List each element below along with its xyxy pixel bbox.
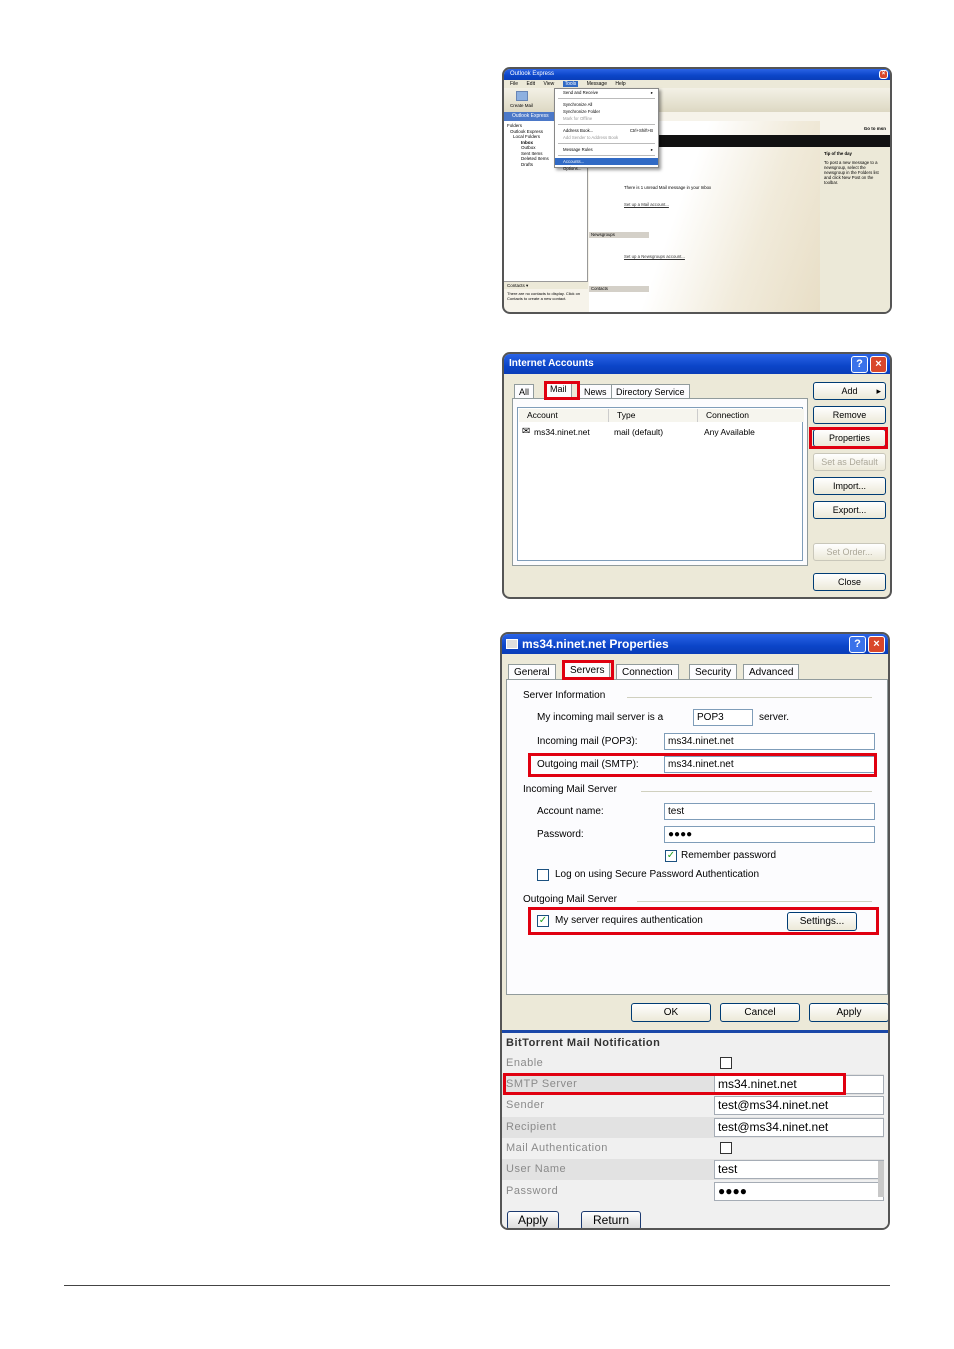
accounts-tab-panel bbox=[512, 398, 808, 566]
bittorrent-header: BitTorrent Mail Notification bbox=[506, 1037, 661, 1049]
tab-connection[interactable]: Connection bbox=[616, 664, 679, 680]
smtp-server-field[interactable]: ms34.ninet.net bbox=[714, 1075, 884, 1094]
tab-security[interactable]: Security bbox=[689, 664, 737, 680]
tab-general[interactable]: General bbox=[508, 664, 556, 680]
add-button[interactable]: Add ▸ bbox=[813, 382, 886, 400]
password-field[interactable]: ●●●● bbox=[664, 826, 875, 843]
incoming-mail-field[interactable]: ms34.ninet.net bbox=[664, 733, 875, 750]
menu-help[interactable]: Help bbox=[615, 81, 626, 87]
menu-tools[interactable]: Tools bbox=[564, 81, 577, 87]
cancel-button[interactable]: Cancel bbox=[720, 1003, 800, 1022]
tab-servers[interactable]: Servers bbox=[564, 662, 610, 680]
outlook-menubar bbox=[504, 80, 890, 88]
highlight-outgoing-mail bbox=[528, 753, 877, 777]
highlight-smtp-server bbox=[503, 1073, 846, 1095]
sender-field[interactable]: test@ms34.ninet.net bbox=[714, 1096, 884, 1115]
remember-password-checkbox[interactable]: ✓ bbox=[666, 850, 676, 861]
unread-mail-text: There is 1 unread Mail message in your Inbox bbox=[624, 185, 712, 190]
column-type[interactable]: Type bbox=[609, 409, 698, 422]
account-connection-cell: Any Available bbox=[704, 427, 755, 437]
highlight-mail-tab bbox=[544, 381, 580, 400]
mail-account-icon: ✉ bbox=[522, 426, 531, 437]
username-label: User Name bbox=[506, 1163, 567, 1175]
close-button[interactable]: Close bbox=[813, 573, 886, 591]
sender-label: Sender bbox=[506, 1099, 545, 1111]
setup-mail-link[interactable]: Set up a Mail account... bbox=[624, 202, 669, 207]
bt-apply-button[interactable]: Apply bbox=[507, 1211, 559, 1230]
account-name-field[interactable]: test bbox=[664, 803, 875, 820]
menu-item-options[interactable]: Options... bbox=[563, 166, 582, 171]
folder-item[interactable]: Outlook Express bbox=[510, 128, 544, 134]
menu-message[interactable]: Message bbox=[586, 81, 607, 87]
folder-item[interactable]: Outbox bbox=[521, 145, 536, 150]
sender-row bbox=[502, 1095, 884, 1116]
close-icon[interactable]: × bbox=[879, 70, 888, 79]
goto-msn[interactable]: Go to msn bbox=[863, 126, 886, 131]
folder-item[interactable]: Local Folders bbox=[513, 134, 541, 139]
accounts-title: Internet Accounts bbox=[504, 354, 890, 374]
contacts-section: Contacts bbox=[589, 286, 649, 292]
folder-item[interactable]: Sent Items bbox=[521, 150, 543, 156]
mail-auth-row bbox=[502, 1138, 884, 1159]
incoming-type-field: POP3 bbox=[693, 709, 753, 726]
username-row bbox=[502, 1159, 884, 1180]
incoming-type-label: My incoming mail server is a bbox=[537, 712, 664, 723]
help-icon[interactable]: ? bbox=[851, 356, 868, 373]
requires-auth-label: My server requires authentication bbox=[555, 915, 703, 926]
remove-button[interactable]: Remove bbox=[813, 406, 886, 424]
recipient-label: Recipient bbox=[506, 1121, 557, 1133]
menu-edit[interactable]: Edit bbox=[526, 81, 536, 87]
highlight-requires-auth bbox=[528, 907, 879, 935]
account-name-label: Account name: bbox=[537, 806, 604, 817]
menu-item-add-sender: Add Sender to Address Book bbox=[563, 135, 619, 140]
group-divider bbox=[627, 697, 872, 698]
close-icon[interactable]: × bbox=[870, 356, 887, 373]
password-label: Password bbox=[506, 1185, 559, 1197]
recipient-field[interactable]: test@ms34.ninet.net bbox=[714, 1118, 884, 1137]
folder-item[interactable]: Drafts bbox=[521, 161, 534, 167]
page-footer-rule bbox=[64, 1285, 890, 1286]
contacts-bar[interactable]: Contacts ▾ bbox=[504, 281, 588, 289]
group-divider bbox=[641, 791, 872, 792]
menu-item-send-receive[interactable]: Send and Receive ▸ bbox=[563, 90, 653, 95]
mail-account-icon bbox=[506, 639, 518, 649]
tab-all[interactable]: All bbox=[514, 384, 534, 399]
menu-divider bbox=[558, 98, 655, 99]
tip-text: To post a new message to a newsgroup, select the newsgroup in the Folders list and click New Post on the toolbar. bbox=[824, 160, 879, 185]
enable-row bbox=[502, 1053, 884, 1074]
mail-auth-label: Mail Authentication bbox=[506, 1142, 608, 1154]
remember-password-label: Remember password bbox=[681, 850, 777, 861]
outlook-express-screenshot bbox=[502, 67, 892, 314]
close-icon[interactable]: × bbox=[868, 636, 885, 653]
import-button[interactable]: Import... bbox=[813, 477, 886, 495]
incoming-type-suffix: server. bbox=[759, 712, 790, 723]
apply-button[interactable]: Apply bbox=[809, 1003, 889, 1022]
spa-label: Log on using Secure Password Authentication bbox=[555, 869, 760, 880]
menu-view[interactable]: View bbox=[543, 81, 555, 87]
account-name-cell[interactable]: ms34.ninet.net bbox=[534, 427, 590, 437]
menu-item-mark-offline: Mark for Offline bbox=[563, 116, 593, 121]
password-label: Password: bbox=[537, 829, 584, 840]
servers-tab-panel bbox=[506, 679, 888, 995]
menu-file[interactable]: File bbox=[510, 81, 519, 87]
password-field[interactable]: ●●●● bbox=[714, 1182, 884, 1201]
menu-divider bbox=[558, 155, 655, 156]
properties-button[interactable]: Properties bbox=[813, 429, 886, 447]
menu-divider bbox=[558, 143, 655, 144]
folder-item[interactable]: Deleted Items bbox=[521, 156, 549, 161]
column-account[interactable]: Account bbox=[519, 409, 609, 422]
incoming-server-group-label: Incoming Mail Server bbox=[523, 784, 617, 795]
newsgroups-section: Newsgroups bbox=[589, 232, 649, 238]
account-properties-screenshot bbox=[500, 632, 890, 1230]
settings-button[interactable]: Settings... bbox=[787, 912, 857, 931]
mail-auth-checkbox[interactable] bbox=[720, 1142, 732, 1154]
accounts-list bbox=[517, 407, 803, 561]
tab-directory-service[interactable]: Directory Service bbox=[611, 384, 690, 399]
bt-return-button[interactable]: Return bbox=[581, 1211, 641, 1230]
spa-checkbox[interactable] bbox=[537, 869, 549, 881]
menu-item-address-book[interactable]: Address Book... Ctrl+Shift+B bbox=[563, 128, 653, 133]
highlight-properties-button bbox=[809, 427, 888, 449]
create-mail-label[interactable]: Create Mail bbox=[510, 103, 534, 108]
smtp-server-label: SMTP Server bbox=[506, 1078, 578, 1090]
create-mail-icon[interactable] bbox=[516, 91, 528, 101]
enable-label: Enable bbox=[506, 1057, 544, 1069]
recipient-row bbox=[502, 1117, 884, 1138]
outgoing-mail-field[interactable]: ms34.ninet.net bbox=[664, 756, 875, 773]
internet-accounts-screenshot bbox=[502, 352, 892, 599]
highlight-servers-tab bbox=[562, 660, 614, 680]
scrollbar[interactable] bbox=[878, 1161, 884, 1197]
set-order-button: Set Order... bbox=[813, 543, 886, 561]
menu-divider bbox=[558, 124, 655, 125]
setup-news-link[interactable]: Set up a Newsgroups account... bbox=[624, 254, 685, 259]
outlook-title: Outlook Express bbox=[504, 69, 890, 80]
incoming-mail-label: Incoming mail (POP3): bbox=[537, 736, 638, 747]
tip-title: Tip of the day bbox=[824, 151, 852, 156]
server-info-group-label: Server Information bbox=[523, 690, 606, 701]
account-type-cell: mail (default) bbox=[614, 427, 664, 437]
menu-item-sync-all[interactable]: Synchronize All bbox=[563, 102, 593, 107]
tab-mail[interactable]: Mail bbox=[545, 381, 572, 399]
tools-dropdown-menu bbox=[554, 88, 659, 171]
password-row bbox=[502, 1181, 884, 1202]
tip-pane bbox=[820, 147, 890, 312]
properties-title: ms34.ninet.net Properties bbox=[502, 634, 888, 654]
ok-button[interactable]: OK bbox=[631, 1003, 711, 1022]
menu-item-sync-folder[interactable]: Synchronize Folder bbox=[563, 109, 601, 114]
contacts-text: There are no contacts to display. Click on Contacts to create a new contact. bbox=[507, 291, 581, 301]
folder-item[interactable]: Inbox bbox=[521, 139, 533, 145]
menu-item-accounts[interactable]: Accounts... bbox=[555, 158, 658, 165]
enable-checkbox[interactable] bbox=[720, 1057, 732, 1069]
menu-item-message-rules[interactable]: Message Rules ▸ bbox=[563, 147, 653, 152]
username-field[interactable]: test bbox=[714, 1160, 884, 1179]
tab-advanced[interactable]: Advanced bbox=[743, 664, 799, 680]
outgoing-mail-label: Outgoing mail (SMTP): bbox=[537, 759, 639, 770]
export-button[interactable]: Export... bbox=[813, 501, 886, 519]
folder-item: Folders bbox=[507, 123, 523, 128]
requires-auth-checkbox[interactable]: ✓ bbox=[538, 915, 548, 926]
column-connection[interactable]: Connection bbox=[698, 409, 804, 422]
set-default-button: Set as Default bbox=[813, 453, 886, 471]
tab-news[interactable]: News bbox=[579, 384, 612, 399]
outgoing-server-group-label: Outgoing Mail Server bbox=[523, 894, 617, 905]
group-divider bbox=[637, 901, 872, 902]
bittorrent-mail-panel bbox=[502, 1030, 888, 1228]
folder-header: Outlook Express bbox=[504, 112, 589, 121]
help-icon[interactable]: ? bbox=[849, 636, 866, 653]
